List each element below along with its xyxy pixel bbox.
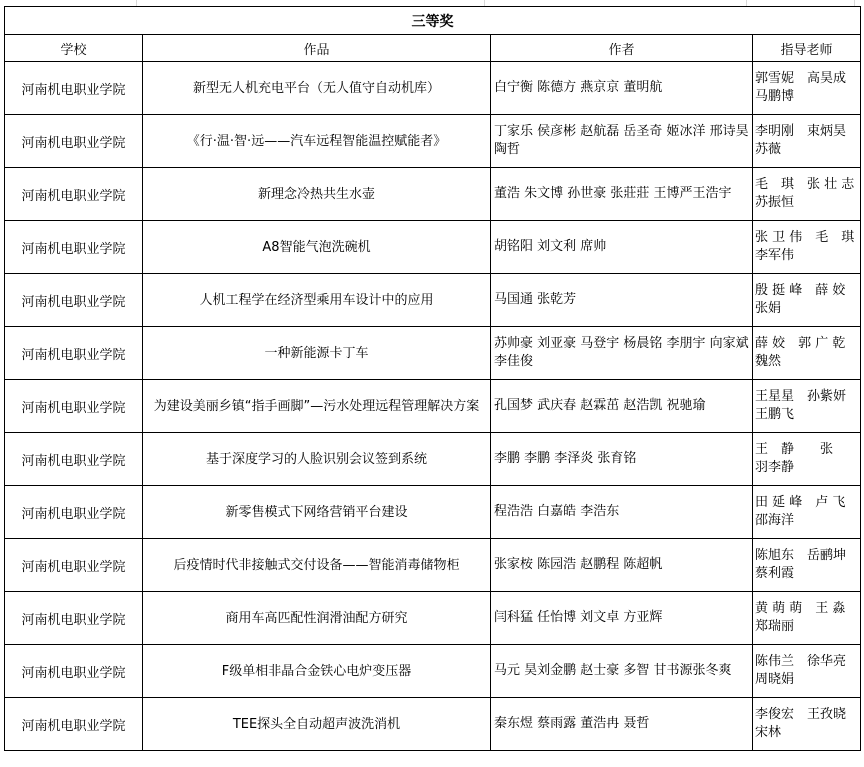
header-school: 学校 xyxy=(5,35,143,62)
work-cell: TEE探头全自动超声波洗消机 xyxy=(143,698,491,751)
school-cell: 河南机电职业学院 xyxy=(5,62,143,115)
work-cell: 新零售模式下网络营销平台建设 xyxy=(143,486,491,539)
authors-cell: 白宁衡 陈德方 燕京京 董明航 xyxy=(491,62,753,115)
school-cell: 河南机电职业学院 xyxy=(5,168,143,221)
teachers-cell: 郭雪妮 高昊成马鹏博 xyxy=(753,62,861,115)
teachers-cell: 李明刚 束炳昊苏薇 xyxy=(753,115,861,168)
authors-cell: 张家桉 陈园浩 赵鹏程 陈超帆 xyxy=(491,539,753,592)
teachers-cell: 王星星 孙紫妍王鹏飞 xyxy=(753,380,861,433)
authors-cell: 李鹏 李鹏 李泽炎 张育铭 xyxy=(491,433,753,486)
work-cell: 后疫情时代非接触式交付设备——智能消毒储物柜 xyxy=(143,539,491,592)
authors-cell: 马国通 张乾芳 xyxy=(491,274,753,327)
work-cell: 新型无人机充电平台（无人值守自动机库） xyxy=(143,62,491,115)
table-row xyxy=(5,698,861,751)
table-row xyxy=(5,380,861,433)
authors-cell: 程浩浩 白嘉皓 李浩东 xyxy=(491,486,753,539)
authors-cell: 丁家乐 侯彦彬 赵航磊 岳圣奇 姬冰洋 邢诗昊 陶哲 xyxy=(491,115,753,168)
work-cell: 《行·温·智·远——汽车远程智能温控赋能者》 xyxy=(143,115,491,168)
authors-cell: 胡铭阳 刘文利 席帅 xyxy=(491,221,753,274)
work-cell: 为建设美丽乡镇“指手画脚”—污水处理远程管理解决方案 xyxy=(143,380,491,433)
header-teachers: 指导老师 xyxy=(753,35,861,62)
authors-cell: 马元 昊刘金鹏 赵士豪 多智 甘书源张冬爽 xyxy=(491,645,753,698)
work-cell: 基于深度学习的人脸识别会议签到系统 xyxy=(143,433,491,486)
school-cell: 河南机电职业学院 xyxy=(5,645,143,698)
school-cell: 河南机电职业学院 xyxy=(5,433,143,486)
table-row xyxy=(5,115,861,168)
authors-cell: 闫科猛 任怡博 刘文卓 方亚辉 xyxy=(491,592,753,645)
header-authors: 作者 xyxy=(491,35,753,62)
school-cell: 河南机电职业学院 xyxy=(5,274,143,327)
authors-cell: 苏帅豪 刘亚豪 马登宇 杨晨铭 李朋宇 向家斌 李佳俊 xyxy=(491,327,753,380)
teachers-cell: 黄 萌 萌 王 淼郑瑞丽 xyxy=(753,592,861,645)
authors-cell: 孔国梦 武庆春 赵霖茁 赵浩凯 祝驰瑜 xyxy=(491,380,753,433)
table-title: 三等奖 xyxy=(5,7,861,35)
teachers-cell: 陈旭东 岳鹂坤蔡利霞 xyxy=(753,539,861,592)
work-cell: 一种新能源卡丁车 xyxy=(143,327,491,380)
title-row xyxy=(5,7,861,35)
work-cell: 商用车高匹配性润滑油配方研究 xyxy=(143,592,491,645)
school-cell: 河南机电职业学院 xyxy=(5,380,143,433)
table-row xyxy=(5,168,861,221)
teachers-cell: 田 延 峰 卢 飞邵海洋 xyxy=(753,486,861,539)
school-cell: 河南机电职业学院 xyxy=(5,592,143,645)
table-row xyxy=(5,221,861,274)
school-cell: 河南机电职业学院 xyxy=(5,539,143,592)
award-table xyxy=(4,6,861,751)
work-cell: F级单相非晶合金铁心电炉变压器 xyxy=(143,645,491,698)
teachers-cell: 薛 姣 郭 广 乾魏然 xyxy=(753,327,861,380)
school-cell: 河南机电职业学院 xyxy=(5,486,143,539)
teachers-cell: 殷 挺 峰 薛 姣张娟 xyxy=(753,274,861,327)
work-cell: 人机工程学在经济型乘用车设计中的应用 xyxy=(143,274,491,327)
work-cell: 新理念冷热共生水壶 xyxy=(143,168,491,221)
school-cell: 河南机电职业学院 xyxy=(5,221,143,274)
teachers-cell: 陈伟兰 徐华亮周晓娟 xyxy=(753,645,861,698)
table-row xyxy=(5,645,861,698)
teachers-cell: 毛 琪 张 壮 志苏振恒 xyxy=(753,168,861,221)
table-row xyxy=(5,433,861,486)
table-row xyxy=(5,539,861,592)
teachers-cell: 张 卫 伟 毛 琪李军伟 xyxy=(753,221,861,274)
school-cell: 河南机电职业学院 xyxy=(5,115,143,168)
table-row xyxy=(5,62,861,115)
work-cell: A8智能气泡洗碗机 xyxy=(143,221,491,274)
teachers-cell: 李俊宏 王孜晓宋林 xyxy=(753,698,861,751)
header-row xyxy=(5,35,861,62)
table-row xyxy=(5,327,861,380)
authors-cell: 董浩 朱文博 孙世豪 张莊莊 王博严王浩宇 xyxy=(491,168,753,221)
header-work: 作品 xyxy=(143,35,491,62)
table-row xyxy=(5,592,861,645)
teachers-cell: 王 静 张 羽李静 xyxy=(753,433,861,486)
school-cell: 河南机电职业学院 xyxy=(5,698,143,751)
school-cell: 河南机电职业学院 xyxy=(5,327,143,380)
table-row xyxy=(5,274,861,327)
table-row xyxy=(5,486,861,539)
authors-cell: 秦东煜 蔡雨露 董浩冉 聂哲 xyxy=(491,698,753,751)
